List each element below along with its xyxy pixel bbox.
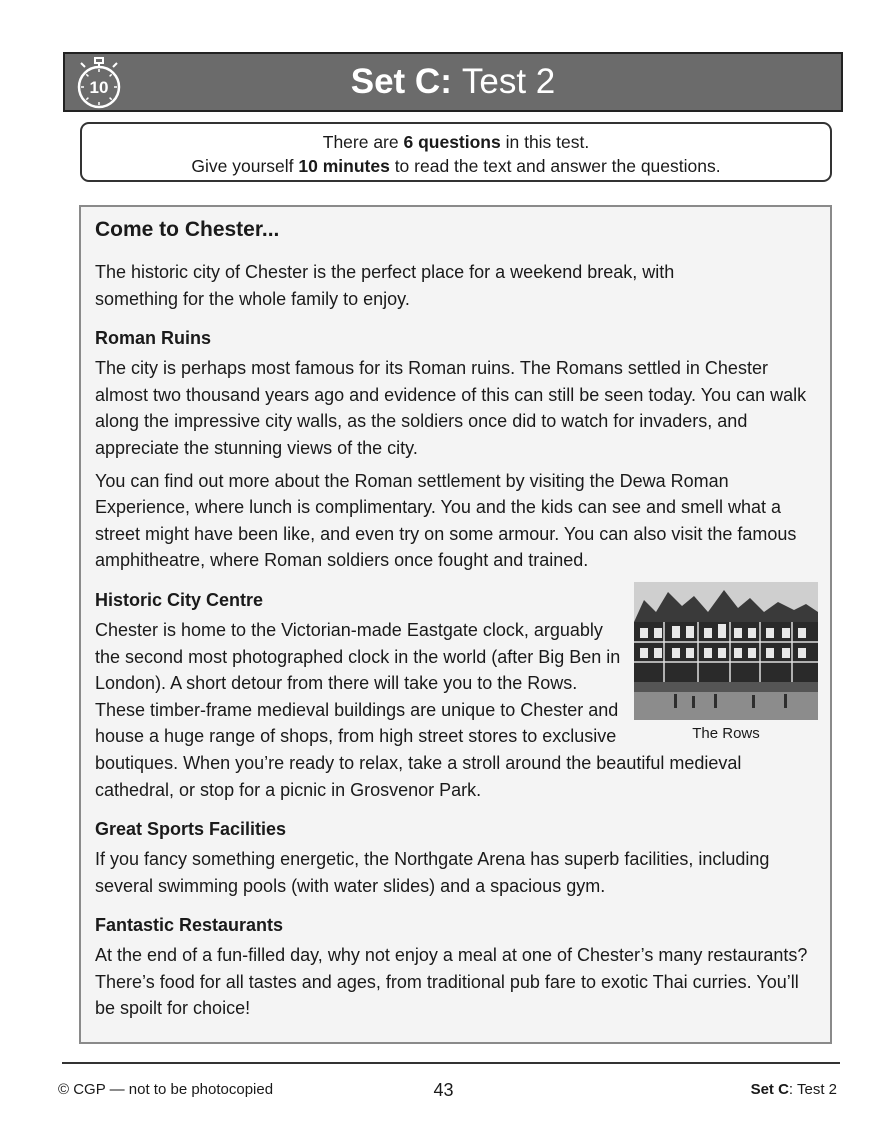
section-paragraph: If you fancy something energetic, the Northgate Arena has superb facilities, including several swimming pools (with water slides) and a spacious gym. (95, 849, 770, 896)
set-label: Set C: (350, 62, 452, 101)
instructions-text: in this test. (500, 132, 590, 152)
instructions-line-2 (82, 154, 830, 178)
footer-test-number: : Test 2 (788, 1081, 837, 1098)
copyright-notice: © CGP — not to be photocopied (58, 1081, 274, 1098)
instructions-text: to read the text and answer the questions. (389, 156, 721, 176)
instructions-text: Give yourself (191, 156, 299, 176)
section-paragraph: You can find out more about the Roman settlement by visiting the Dewa Roman Experience, where lunch is complimentary. You and the kids can see and smell what a street might have been like, and even try on some armour. You can also visit the famous amphitheatre, where Roman soldiers once fought and trained. (95, 470, 797, 571)
footer-set-label: Set C (750, 1081, 789, 1098)
page-header (63, 52, 843, 112)
article-title: Come to Chester... (95, 218, 280, 241)
time-limit: 10 minutes (298, 156, 390, 176)
section-heading: Fantastic Restaurants (95, 915, 284, 936)
page-title (65, 54, 841, 110)
test-label: Test 2 (461, 62, 556, 101)
photo-caption: The Rows (692, 724, 760, 742)
section-heading: Historic City Centre (95, 589, 264, 610)
footer-test-label (751, 1081, 837, 1098)
photo-figure (634, 582, 818, 743)
footer-divider (62, 1062, 840, 1064)
page-number: 43 (433, 1080, 454, 1100)
instructions-line-1 (82, 130, 830, 154)
article-intro: The historic city of Chester is the perfect place for a weekend break, with something for the whole family to enjoy. (95, 262, 675, 309)
instructions-box (80, 122, 832, 182)
section-heading: Great Sports Facilities (95, 819, 287, 840)
section-paragraph: At the end of a fun-filled day, why not enjoy a meal at one of Chester’s many restaurants? There’s food for all tastes and ages, from traditional pub fare to exotic Thai curries. You’ll be spoilt for choice! (95, 945, 808, 1019)
question-count: 6 questions (403, 132, 501, 152)
instructions-text: There are (322, 132, 404, 152)
section-paragraph: The city is perhaps most famous for its Roman ruins. The Romans settled in Chester almost two thousand years ago and evidence of this can still be seen today. You can walk along the impressive city walls, as the soldiers once did to watch for invaders, and appreciate the stunning views of the city. (95, 358, 807, 458)
section-paragraph: Chester is home to the Victorian-made Eastgate clock, arguably the second most photographed clock in the world (after Big Ben in London). A short detour from there will take you to the Rows. These timber-frame medieval buildings are unique to Chester and house a huge range of shops, from high street stores to exclusive boutiques. When you’re ready to relax, take a stroll around the beautiful medieval cathedral, or stop for a picnic in Grosvenor Park. (95, 619, 742, 800)
timer-minutes: 10 (89, 78, 109, 97)
reading-passage (79, 205, 832, 1044)
section-heading: Roman Ruins (95, 328, 212, 349)
the-rows-photo (634, 582, 818, 720)
